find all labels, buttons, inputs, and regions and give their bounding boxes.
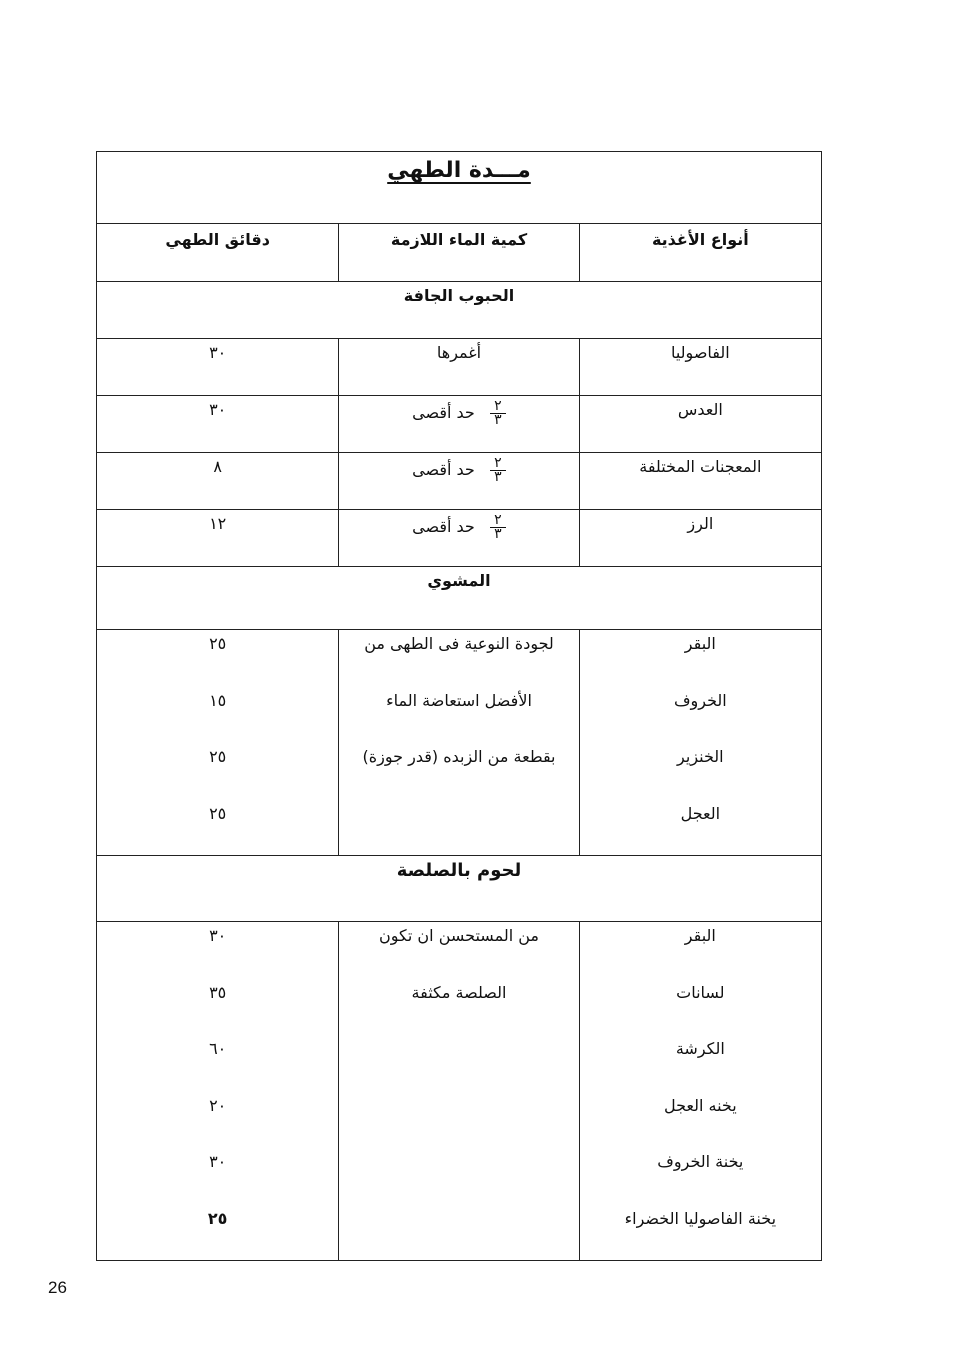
section-title-row: [97, 567, 821, 630]
list-item: البقر: [684, 634, 716, 653]
list-item: البقر: [684, 926, 716, 945]
water-cell: أغمرها: [338, 339, 579, 395]
list-item: ٦٠: [209, 1039, 227, 1058]
list-item: لسانات: [676, 982, 725, 1002]
list-item: العجل: [680, 803, 721, 823]
water-text: حد أقصى: [412, 403, 475, 422]
minutes-cell: ٣٠: [209, 400, 227, 419]
note-line: الصلصة مكثفة: [411, 982, 507, 1002]
header-cooking-minutes: دقائق الطهي: [165, 230, 270, 249]
water-cell: [338, 630, 579, 855]
table-row: [97, 453, 821, 510]
section-title-row: [97, 282, 821, 339]
list-item: ٣٠: [209, 926, 227, 945]
section-title-meat-in-sauce: لحوم بالصلصة: [396, 860, 522, 881]
food-cell: المعجنات المختلفة: [639, 457, 762, 476]
minutes-cell: [97, 922, 338, 1260]
note-line: بقطعة من الزبده (قدر جوزة): [362, 747, 556, 766]
cooking-time-table: [96, 151, 822, 1261]
minutes-cell: [97, 630, 338, 855]
table-row: [97, 339, 821, 396]
header-water-amount: كمية الماء اللازمة: [338, 224, 579, 281]
section-title-roast: المشوي: [427, 571, 491, 590]
fraction: [490, 514, 506, 541]
food-cell: الرز: [687, 514, 714, 533]
fraction-numerator: ٢: [494, 455, 502, 471]
table-row-group: [97, 630, 821, 856]
list-item: يخنة الخروف: [657, 1152, 744, 1171]
fraction-denominator: ٣: [494, 526, 502, 542]
food-cell: [580, 922, 821, 1260]
list-item: ٢٠: [209, 1095, 227, 1115]
note-line: من المستحسن ان تكون: [379, 926, 539, 945]
list-item: ٣٠: [209, 1152, 227, 1171]
water-cell: [338, 396, 579, 452]
table-row: [97, 510, 821, 567]
water-cell: [338, 510, 579, 566]
minutes-cell: ٣٠: [209, 343, 227, 362]
fraction: [490, 400, 506, 427]
list-item: ٢٥: [209, 803, 227, 823]
minutes-cell: ١٢: [209, 514, 227, 533]
list-item: يخنه العجل: [663, 1095, 737, 1115]
list-item: ٢٥: [209, 747, 227, 766]
note-line: الأفضل استعاضة الماء: [386, 690, 532, 710]
water-text: حد أقصى: [412, 517, 475, 536]
section-title-row: [97, 856, 821, 922]
food-cell: الفاصوليا: [670, 343, 730, 362]
page-number: 26: [48, 1278, 67, 1297]
list-item: الخنزير: [677, 747, 724, 766]
list-item: ٣٥: [209, 982, 227, 1002]
water-cell: [338, 922, 579, 1260]
list-item: ١٥: [209, 690, 227, 710]
list-item: الخروف: [673, 690, 727, 710]
fraction-numerator: ٢: [494, 398, 502, 414]
water-text: حد أقصى: [412, 460, 475, 479]
table-header-row: [97, 224, 821, 282]
list-item: ٢٥: [209, 634, 227, 653]
list-item: الكرشة: [675, 1039, 725, 1058]
fraction-denominator: ٣: [494, 412, 502, 428]
fraction-numerator: ٢: [494, 512, 502, 528]
table-row-group: [97, 922, 821, 1260]
minutes-cell: ٨: [213, 457, 222, 476]
food-cell: العدس: [677, 400, 723, 419]
table-title: مـــدة الطهي: [387, 158, 531, 183]
fraction: [490, 457, 506, 484]
food-cell: [580, 630, 821, 855]
water-cell: [338, 453, 579, 509]
table-title-row: [97, 152, 821, 224]
fraction-denominator: ٣: [494, 469, 502, 485]
header-food-types: أنواع الأغذية: [651, 230, 749, 249]
note-line: لجودة النوعية فى الطهى من: [364, 634, 554, 653]
list-item: ٢٥: [207, 1208, 228, 1228]
table-row: [97, 396, 821, 453]
list-item: يخنة الفاصوليا الخضراء: [624, 1208, 777, 1228]
section-title-dry-grains: الحبوب الجافة: [403, 286, 515, 305]
